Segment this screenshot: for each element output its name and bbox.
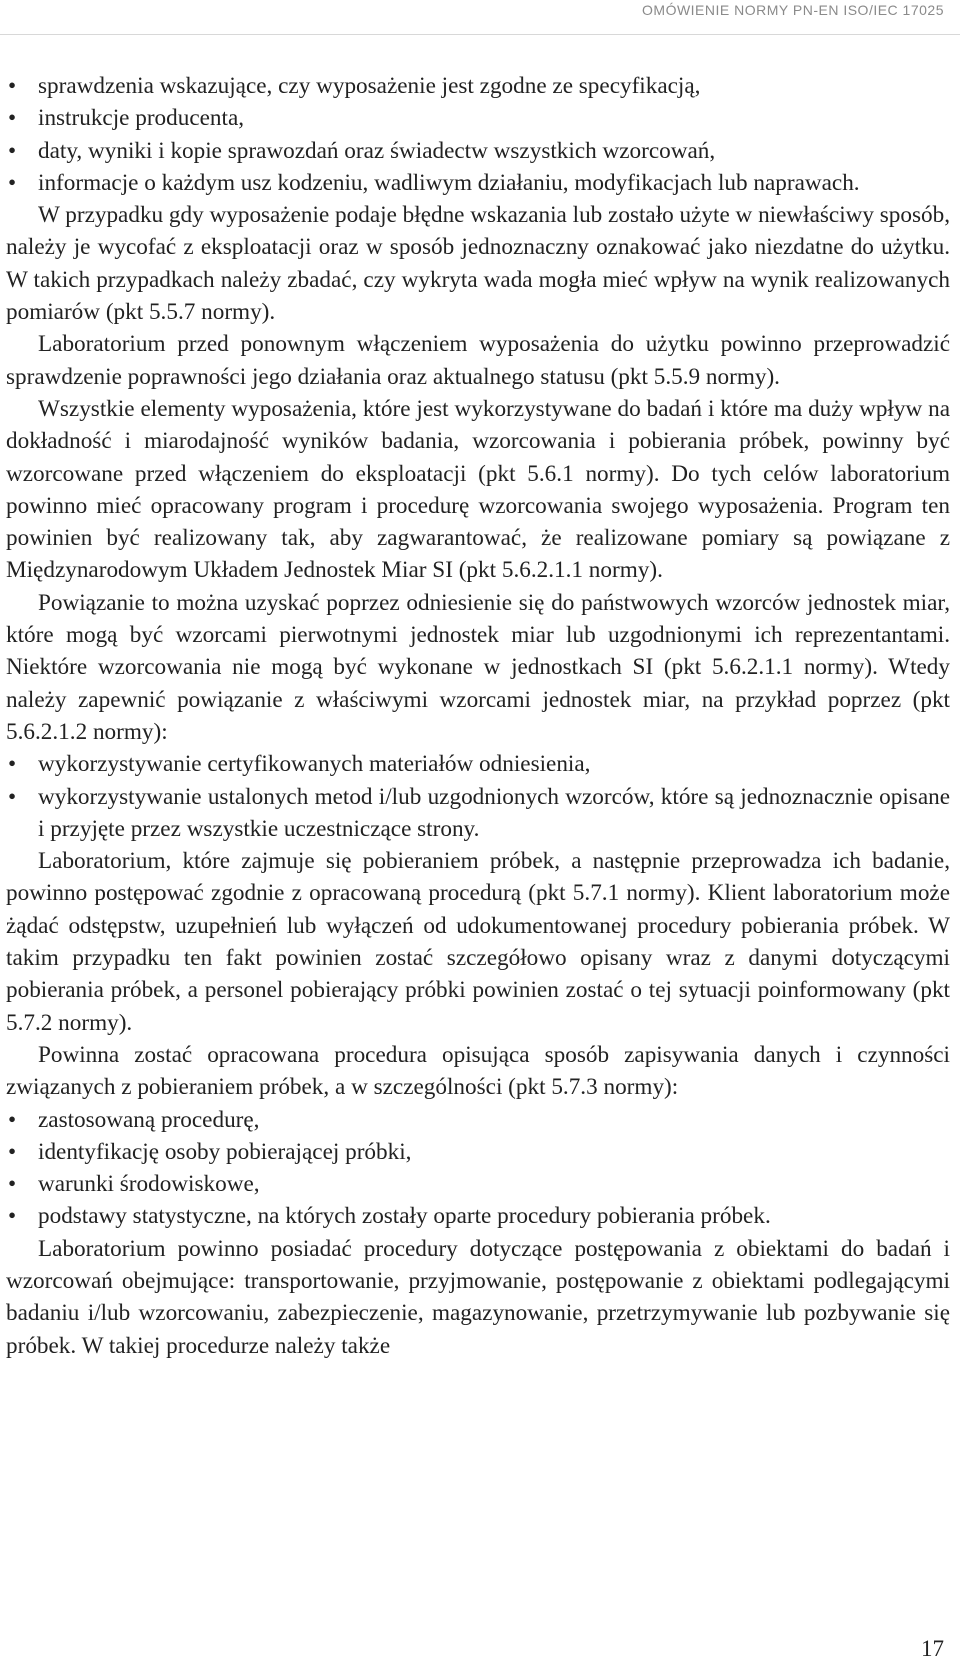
list-item: • identyfikację osoby pobierającej próbki, [6, 1136, 950, 1168]
bullet-icon: • [8, 1106, 17, 1133]
paragraph: W przypadku gdy wyposażenie podaje błędne wskazania lub zostało użyte w niewłaściwy sposób, należy je wycofać z eksploatacji oraz w sposób jednoznaczny oznakować jako niezdatne do użytku. W takich przypadkach należy zbadać, czy wykryta wada mogła mieć wpływ na wynik realizowanych pomiarów (pkt 5.5.7 normy). [6, 202, 950, 326]
list-item: • daty, wyniki i kopie sprawozdań oraz świadectw wszystkich wzorcowań, [6, 135, 950, 167]
bullet-icon: • [8, 105, 17, 132]
running-header [0, 0, 960, 35]
list-item: • sprawdzenia wskazujące, czy wyposażenie jest zgodne ze specyfikacją, [6, 70, 950, 102]
header-title: OMÓWIENIE NORMY PN-EN ISO/IEC 17025 [642, 2, 944, 18]
paragraph: Laboratorium powinno posiadać procedury dotyczące postępowania z obiektami do badań i wzorcowań obejmujące: transportowanie, przyjmowanie, postępowanie z obiektami podlegającymi badaniu i/lub wzorcowaniu, zabezpieczenie, magazynowanie, przetrzymywanie lub pozbywanie się próbek. W takiej procedurze należy także [6, 1235, 950, 1359]
bullet-list-equipment-records [6, 70, 950, 199]
page-number: 17 [921, 1636, 944, 1661]
list-item: • informacje o każdym usz kodzeniu, wadliwym działaniu, modyfikacjach lub naprawach. [6, 167, 950, 199]
bullet-icon: • [8, 73, 17, 99]
bullet-list-traceability [6, 748, 950, 845]
bullet-icon: • [8, 137, 17, 164]
bullet-icon: • [8, 1171, 17, 1198]
paragraph: Powiązanie to można uzyskać poprzez odniesienie się do państwowych wzorców jednostek miar, które mogą być wzorcami pierwotnymi jednostek miar lub uzgodnionymi ich reprezentantami. Niektóre wzorcowania nie mogą być wykonane w jednostkach SI (pkt 5.6.2.1.1 normy). Wtedy należy zapewnić powiązanie z właściwymi wzorcami jednostek miar, na przykład poprzez (pkt 5.6.2.1.2 normy): [6, 589, 950, 745]
page-body [6, 70, 950, 1362]
list-item: • zastosowaną procedurę, [6, 1104, 950, 1136]
paragraph: Laboratorium, które zajmuje się pobieraniem próbek, a następnie przeprowadza ich badanie, powinno postępować zgodnie z opracowaną procedurą (pkt 5.7.1 normy). Klient laboratorium może żądać odstępstw, uzupełnień lub wyłączeń od udokumentowanej procedury pobierania próbek. W takim przypadku ten fakt powinien zostać szczegółowo opisany wraz z danymi dotyczącymi pobierania próbek, a personel pobierający próbki powinien zostać o tej sytuacji poinformowany (pkt 5.7.2 normy). [6, 848, 950, 1036]
list-item: • podstawy statystyczne, na których zostały oparte procedury pobierania próbek. [6, 1200, 950, 1232]
list-item: • instrukcje producenta, [6, 102, 950, 134]
list-item: • warunki środowiskowe, [6, 1168, 950, 1200]
list-item: • wykorzystywanie ustalonych metod i/lub uzgodnionych wzorców, które są jednoznacznie opisane i przyjęte przez wszystkie uczestniczące strony. [6, 781, 950, 846]
paragraph: Wszystkie elementy wyposażenia, które jest wykorzystywane do badań i które ma duży wpływ na dokładność i miarodajność wyników badania, wzorcowania i pobierania próbek, powinny być wzorcowane przed włączeniem do eksploatacji (pkt 5.6.1 normy). Do tych celów laboratorium powinno mieć opracowany program i procedurę wzorcowania swojego wyposażenia. Program ten powinien być realizowany tak, aby zagwarantować, że realizowane pomiary są powiązane z Międzynarodowym Układem Jednostek Miar SI (pkt 5.6.2.1.1 normy). [6, 395, 950, 584]
paragraph: Powinna zostać opracowana procedura opisująca sposób zapisywania danych i czynności związanych z pobieraniem próbek, a w szczególności (pkt 5.7.3 normy): [6, 1041, 950, 1101]
bullet-icon: • [8, 751, 17, 778]
bullet-icon: • [8, 1203, 17, 1230]
bullet-list-sampling-records [6, 1104, 950, 1233]
list-item: • wykorzystywanie certyfikowanych materiałów odniesienia, [6, 748, 950, 780]
bullet-icon: • [8, 169, 17, 196]
bullet-icon: • [8, 783, 17, 810]
paragraph: Laboratorium przed ponownym włączeniem wyposażenia do użytku powinno przeprowadzić sprawdzenie poprawności jego działania oraz aktualnego statusu (pkt 5.5.9 normy). [6, 331, 950, 390]
bullet-icon: • [8, 1138, 17, 1165]
